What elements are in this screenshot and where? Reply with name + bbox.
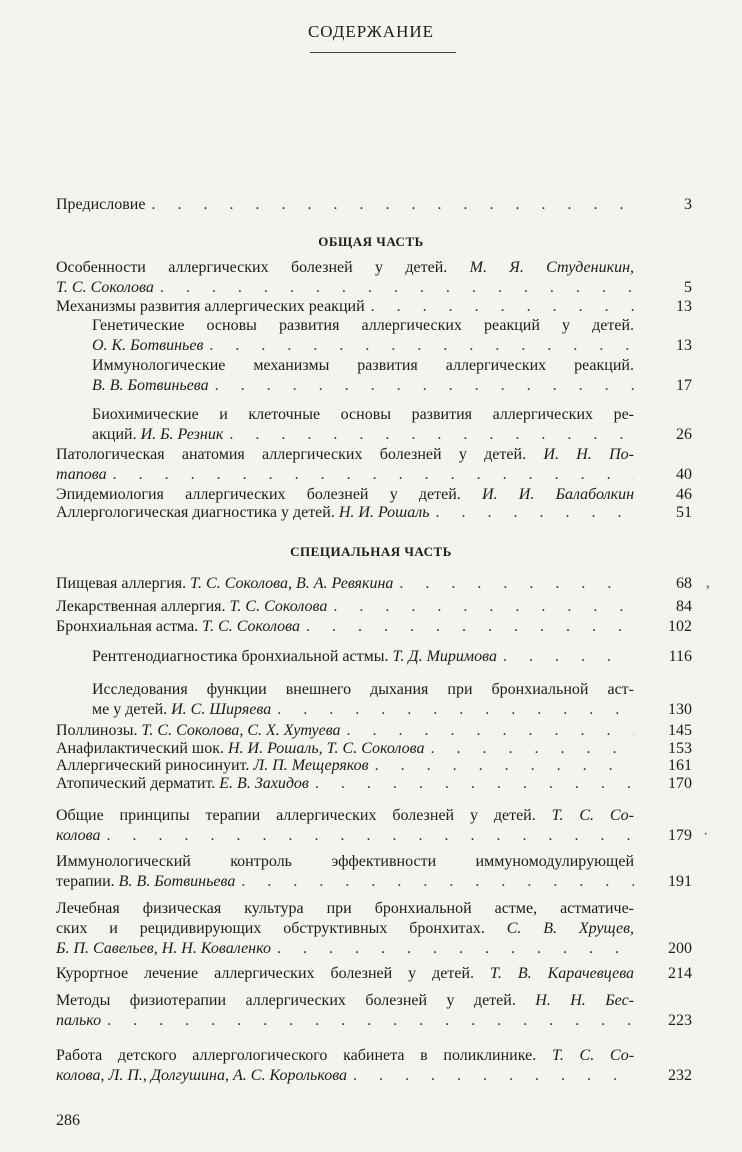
entry-title: ских и рецидивирующих обструктивных бронхитах.	[56, 920, 485, 937]
dot-leader	[151, 195, 634, 215]
entry-title: Рентгенодиагностика бронхиальной астмы.	[92, 648, 389, 665]
entry-page-number: 26	[676, 426, 692, 443]
entry-author: Т. Д. Миримова	[392, 648, 497, 665]
toc-entry[interactable]	[56, 485, 692, 505]
entry-page-number: 46	[676, 486, 692, 503]
dot-leader	[353, 1066, 634, 1086]
entry-title: Особенности аллергических болезней у детей.	[56, 259, 448, 276]
entry-title: Анафилактический шок.	[56, 740, 224, 757]
dot-leader	[315, 774, 634, 794]
toc-entry[interactable]	[92, 356, 692, 396]
entry-author: О. К. Ботвиньев	[92, 337, 204, 354]
entry-author: М. Я. Студеникин,	[469, 259, 635, 276]
entry-author: Т. С. Соколова, С. Х. Хутуева	[141, 722, 341, 739]
entry-title: Иммунологический контроль эффективности иммуномодулирующей	[56, 853, 634, 870]
dot-leader	[113, 465, 634, 485]
entry-page-number: 51	[676, 504, 692, 521]
entry-page-number: 13	[676, 298, 692, 315]
toc-entry[interactable]	[92, 647, 692, 667]
entry-author: Т. С. Соколова, В. А. Ревякина	[190, 575, 394, 592]
title-rule	[310, 52, 456, 53]
dot-leader	[347, 721, 634, 741]
entry-author: Б. П. Савельев, Н. Н. Коваленко	[56, 940, 271, 957]
entry-title: Поллинозы.	[56, 722, 138, 739]
section-heading-special: СПЕЦИАЛЬНАЯ ЧАСТЬ	[290, 544, 452, 559]
dot-leader	[215, 376, 634, 396]
dot-leader	[229, 425, 634, 445]
toc-entry[interactable]	[92, 405, 692, 445]
entry-page-number: 191	[668, 873, 692, 890]
dot-leader	[209, 336, 634, 356]
dot-leader	[160, 278, 634, 298]
entry-title: Общие принципы терапии аллергических болезней у детей.	[56, 807, 536, 824]
toc-entry[interactable]	[56, 964, 692, 984]
entry-title: Аллергологическая диагностика у детей.	[56, 504, 335, 521]
entry-page-number: 153	[668, 740, 692, 757]
entry-page-number: 17	[676, 377, 692, 394]
toc-entry[interactable]	[56, 258, 692, 298]
pencil-mark: ‚	[705, 574, 711, 591]
entry-title: Лечебная физическая культура при бронхиальной астме, астматиче-	[56, 900, 634, 917]
entry-author: колова	[56, 827, 101, 844]
entry-title: Эпидемиология аллергических болезней у детей.	[56, 486, 461, 503]
entry-title: Пищевая аллергия.	[56, 575, 187, 592]
entry-author: С. В. Хрущев,	[506, 920, 635, 937]
entry-page-number: 116	[668, 648, 692, 665]
toc-entry[interactable]	[92, 316, 692, 356]
entry-title: Лекарственная аллергия.	[56, 598, 226, 615]
footer-page-number: 286	[56, 1112, 80, 1129]
entry-author: И. С. Ширяева	[171, 701, 272, 718]
dot-leader	[306, 617, 634, 637]
entry-page-number: 102	[668, 618, 692, 635]
dot-leader	[399, 574, 634, 594]
entry-page-number: 161	[668, 757, 692, 774]
dot-leader	[375, 756, 634, 776]
entry-page-number: 145	[668, 722, 692, 739]
dot-leader	[106, 826, 634, 846]
toc-entry[interactable]	[56, 574, 692, 594]
toc-entry[interactable]	[56, 852, 692, 892]
entry-author: Т. С. Соколова	[56, 279, 154, 296]
toc-entry[interactable]	[56, 597, 692, 617]
toc-entry[interactable]	[56, 991, 692, 1031]
toc-entry[interactable]	[92, 680, 692, 720]
entry-author: Т. С. Со-	[551, 807, 635, 824]
dot-leader	[277, 700, 634, 720]
entry-page-number: 130	[668, 701, 692, 718]
entry-author: Т. С. Со-	[551, 1047, 635, 1064]
entry-title: терапии.	[56, 873, 115, 890]
entry-author: Н. Н. Бес-	[535, 992, 634, 1009]
entry-page-number: 170	[668, 775, 692, 792]
entry-title: Методы физиотерапии аллергических болезней у детей.	[56, 992, 516, 1009]
entry-author: В. В. Ботвиньева	[118, 873, 236, 890]
entry-page-number: 13	[676, 337, 692, 354]
entry-page-number: 40	[676, 466, 692, 483]
entry-title: Генетические основы развития аллергических реакций у детей.	[92, 317, 634, 334]
entry-author: Л. П. Мещеряков	[253, 757, 369, 774]
dot-leader	[503, 647, 634, 667]
pencil-mark: ·	[703, 826, 709, 843]
entry-author: Т. В. Карачевцева	[490, 965, 635, 982]
toc-entry[interactable]	[56, 806, 692, 846]
entry-author: колова, Л. П., Долгушина, А. С. Королькова	[56, 1067, 348, 1084]
entry-title: ме у детей.	[92, 701, 168, 718]
entry-title: Бронхиальная астма.	[56, 618, 199, 635]
entry-title: Биохимические и клеточные основы развития аллергических ре-	[92, 406, 634, 423]
entry-author: Т. С. Соколова	[229, 598, 328, 615]
toc-entry[interactable]	[56, 503, 692, 523]
entry-author: Т. С. Соколова	[202, 618, 300, 635]
dot-leader	[241, 872, 634, 892]
entry-title: акций.	[92, 426, 137, 443]
toc-entry[interactable]	[56, 899, 692, 959]
dot-leader	[435, 503, 634, 523]
toc-entry[interactable]	[56, 297, 692, 317]
entry-author: И. Б. Резник	[140, 426, 224, 443]
entry-title: Иммунологические механизмы развития аллергических реакций.	[92, 357, 634, 374]
toc-entry-preface[interactable]	[56, 195, 692, 215]
entry-author: палько	[56, 1012, 102, 1029]
toc-entry[interactable]	[56, 445, 692, 485]
entry-author: тапова	[56, 466, 107, 483]
dot-leader	[107, 1011, 634, 1031]
entry-title: Курортное лечение аллергических болезней у детей.	[56, 965, 475, 982]
entry-page-number: 223	[668, 1012, 692, 1029]
page-title: СОДЕРЖАНИЕ	[307, 22, 435, 41]
entry-title: Патологическая анатомия аллергических болезней у детей.	[56, 446, 527, 463]
entry-author: Н. И. Рошаль	[338, 504, 430, 521]
entry-page-number: 5	[684, 279, 692, 296]
entry-title: Работа детского аллергологического кабинета в поликлинике.	[56, 1047, 537, 1064]
entry-page-number: 3	[684, 196, 692, 213]
entry-author: И. И. Балаболкин	[482, 486, 635, 503]
toc-entry[interactable]	[56, 774, 692, 794]
toc-entry[interactable]	[56, 1046, 692, 1086]
toc-entry[interactable]	[56, 721, 692, 741]
entry-author: Е. В. Захидов	[219, 775, 309, 792]
entry-title: Аллергический риносинуит.	[56, 757, 250, 774]
entry-page-number: 68	[676, 575, 692, 592]
dot-leader	[333, 597, 634, 617]
toc-entry[interactable]	[56, 756, 692, 776]
entry-page-number: 84	[676, 598, 692, 615]
entry-page-number: 179	[668, 827, 692, 844]
entry-author: В. В. Ботвиньева	[92, 377, 209, 394]
entry-title: Исследования функции внешнего дыхания при бронхиальной аст-	[92, 681, 634, 698]
entry-title: Предисловие	[56, 196, 146, 213]
dot-leader	[277, 939, 634, 959]
entry-title: Механизмы развития аллергических реакций	[56, 298, 365, 315]
entry-page-number: 200	[668, 940, 692, 957]
entry-page-number: 214	[668, 965, 692, 982]
entry-author: И. Н. По-	[543, 446, 635, 463]
entry-author: Н. И. Рошаль, Т. С. Соколова	[228, 740, 425, 757]
toc-entry[interactable]	[56, 617, 692, 637]
entry-title: Атопический дерматит.	[56, 775, 216, 792]
section-heading-general: ОБЩАЯ ЧАСТЬ	[318, 234, 424, 249]
dot-leader	[371, 297, 634, 317]
entry-page-number: 232	[668, 1067, 692, 1084]
